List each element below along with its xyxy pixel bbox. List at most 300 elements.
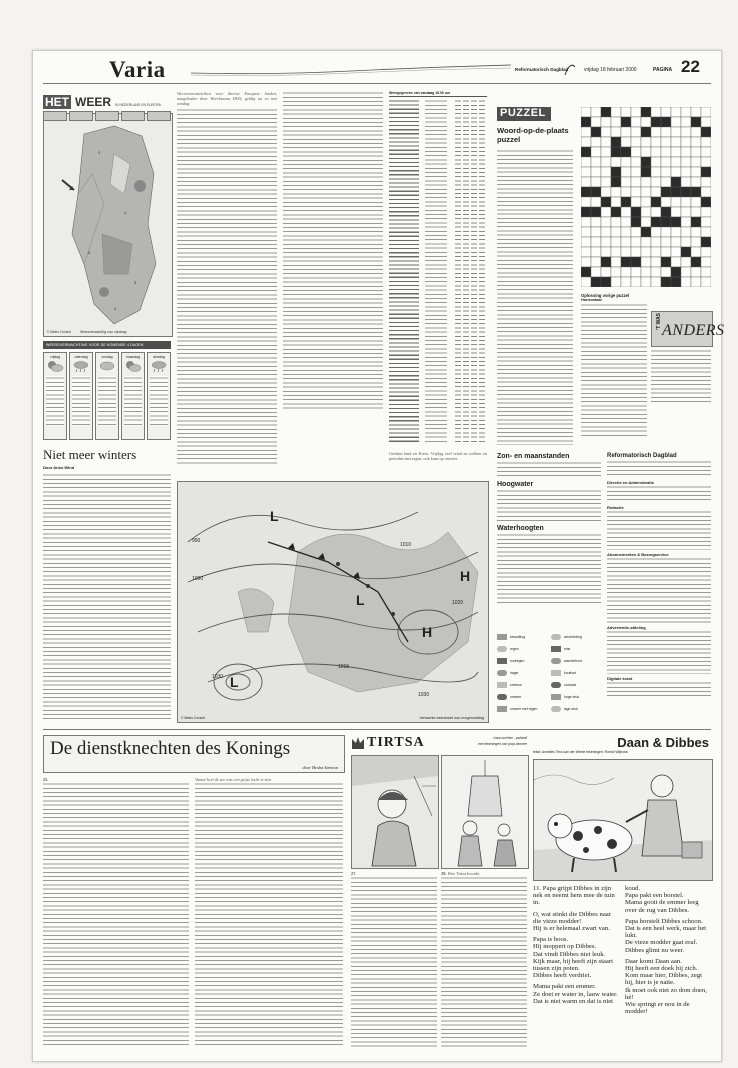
crown-icon — [351, 735, 365, 751]
crossword-cell — [631, 107, 641, 117]
sun-moon-title: Zon- en maanstanden — [497, 453, 570, 460]
verse-line: Dat vindt Dibbes niet leuk. — [533, 950, 606, 958]
feuilleton-header — [43, 735, 345, 773]
legend-item — [551, 679, 601, 691]
legend-symbol-icon — [551, 682, 561, 688]
crossword-cell — [621, 137, 631, 147]
crossword-cell — [631, 237, 641, 247]
crossword-cell — [591, 207, 601, 217]
crossword-cell — [581, 207, 591, 217]
crossword-cell — [661, 177, 671, 187]
crossword-cell — [641, 187, 651, 197]
crossword-cell — [701, 257, 711, 267]
crossword-cell — [631, 127, 641, 137]
crossword-cell — [621, 197, 631, 207]
crossword-cell — [581, 137, 591, 147]
crossword-cell — [581, 257, 591, 267]
legend-symbol-icon — [497, 658, 507, 664]
crossword-cell — [621, 187, 631, 197]
verse-line: 11. Papa grijpt Dibbes in zijn nek en neemt hem mee de tuin in. — [533, 885, 615, 907]
crossword-cell — [651, 107, 661, 117]
crossword-cell — [581, 277, 591, 287]
feuilleton-title: De dienstknechten des Konings — [50, 738, 291, 759]
crossword-cell — [661, 147, 671, 157]
tirtsa-panel-28 — [441, 755, 529, 869]
crossword-cell — [621, 257, 631, 267]
crossword-cell — [671, 257, 681, 267]
crossword-cell — [641, 267, 651, 277]
cloud-rain-icon — [72, 359, 90, 373]
hoogwater-title: Hoogwater — [497, 481, 534, 488]
crossword-cell — [601, 207, 611, 217]
crossword-cell — [691, 217, 701, 227]
crossword-cell — [701, 157, 711, 167]
crossword-cell — [621, 157, 631, 167]
crossword-cell — [691, 127, 701, 137]
crossword-cell — [581, 177, 591, 187]
crossword-cell — [671, 187, 681, 197]
legend-symbol-icon — [551, 658, 561, 664]
isobar-label: 1030 — [418, 692, 430, 698]
svg-text:5: 5 — [88, 250, 91, 255]
legend-symbol-icon — [497, 670, 507, 676]
crossword-cell — [701, 187, 711, 197]
crossword-cell — [611, 137, 621, 147]
forecast-day — [121, 352, 145, 440]
crossword-cell — [651, 147, 661, 157]
crossword-cell — [701, 217, 711, 227]
tirtsa-panel-27 — [351, 755, 439, 869]
crossword-cell — [611, 177, 621, 187]
crossword-cell — [701, 247, 711, 257]
daan-dog-washing-graphic — [534, 760, 712, 880]
verse-line: Hij heeft een doek bij zich. — [625, 965, 698, 973]
verse-line: Dibbes heeft verdriet. — [533, 972, 592, 980]
verse-line: Papa borstelt Dibbes schoon. — [625, 917, 703, 925]
crossword-cell — [611, 247, 621, 257]
crossword-cell — [581, 227, 591, 237]
verse-line: Hij is er helemaal zwart van. — [533, 925, 610, 933]
weather-article-byline: Door Anko Wind — [43, 465, 75, 470]
crossword-cell — [611, 117, 621, 127]
crossword-cell — [601, 127, 611, 137]
cloud-icon — [98, 359, 116, 373]
crossword-cell — [701, 177, 711, 187]
brand-sub: IN NEDERLAND EN EUROPA — [115, 103, 161, 107]
crossword-cell — [651, 197, 661, 207]
legend-item — [551, 691, 601, 703]
legend-symbol-icon — [551, 670, 561, 676]
legend-label: bewolking — [510, 635, 526, 639]
verse-line: Mama pakt een emmer. — [533, 983, 596, 991]
crossword-cell — [651, 237, 661, 247]
anders-box — [651, 311, 725, 347]
puzzle-title: Woord-op-de-plaats puzzel — [497, 126, 569, 144]
legend-label: lage druk — [564, 707, 578, 711]
waterhoogten-title: Waterhoogten — [497, 525, 544, 532]
section-title: Varia — [109, 57, 166, 82]
crossword-cell — [621, 147, 631, 157]
crossword-cell — [641, 147, 651, 157]
crossword-cell — [691, 257, 701, 267]
solution-sub: Horizontaal — [581, 298, 602, 302]
europe-map-credit: © Meteo Consult — [181, 716, 205, 720]
sun-moon-panel — [497, 453, 601, 625]
crossword-cell — [691, 267, 701, 277]
colophon-redactie: Redactie — [607, 505, 624, 510]
crossword-cell — [641, 117, 651, 127]
crossword-cell — [691, 227, 701, 237]
page-label: PAGINA — [653, 67, 673, 73]
crossword-cell — [691, 167, 701, 177]
crossword-cell — [701, 127, 711, 137]
legend-label: windrichting — [564, 635, 582, 639]
masthead — [43, 57, 711, 85]
tirtsa-illustration-28 — [442, 756, 528, 868]
legend-label: hoge druk — [564, 695, 580, 699]
crossword-cell — [671, 237, 681, 247]
puzzle-banner — [497, 107, 551, 121]
crossword-cell — [641, 237, 651, 247]
crossword-cell — [611, 127, 621, 137]
crossword-cell — [581, 157, 591, 167]
cloud-sun-icon — [46, 359, 64, 373]
isobar-label: 1010 — [400, 542, 412, 548]
legend-label: warmtefront — [564, 659, 582, 663]
crossword-cell — [661, 277, 671, 287]
crossword-cell — [611, 207, 621, 217]
europe-map-caption: Verwachte weerskaart voor morgenmiddag — [419, 716, 484, 720]
crossword-cell — [701, 227, 711, 237]
crossword-cell — [591, 217, 601, 227]
crossword-cell — [631, 147, 641, 157]
crossword-cell — [651, 217, 661, 227]
colophon-directie: Directie en Administratie — [607, 480, 654, 485]
crossword-cell — [671, 197, 681, 207]
crossword-cell — [681, 277, 691, 287]
greece-outlook — [389, 451, 487, 475]
daan-title: Daan & Dibbes — [617, 735, 709, 750]
crossword-cell — [651, 177, 661, 187]
forecast-day — [43, 352, 67, 440]
crossword-cell — [691, 187, 701, 197]
crossword-cell — [591, 117, 601, 127]
crossword-cell — [681, 147, 691, 157]
crossword-cell — [671, 177, 681, 187]
crossword-cell — [651, 267, 661, 277]
page-number: 22 — [681, 57, 700, 76]
legend-label: mist — [564, 647, 571, 651]
weather-legend — [497, 631, 601, 723]
forecast-day — [147, 352, 171, 440]
crossword-cell — [591, 147, 601, 157]
forecast-panel — [43, 341, 171, 441]
crossword-cell — [661, 167, 671, 177]
legend-label: sneeuw — [510, 683, 522, 687]
tirtsa-panel-28-number: 28. — [441, 871, 447, 876]
masthead-date: vrijdag 18 februari 2000 — [584, 67, 637, 73]
forecast-day — [69, 352, 93, 440]
crossword-cell — [631, 177, 641, 187]
daan-verse-left — [533, 885, 619, 1051]
verse-line: Papa is boos. — [533, 936, 569, 944]
anders-title: ANDERS — [662, 322, 725, 339]
verse-line: koud. — [625, 885, 641, 892]
outlook-lead: Weersvooruitzichten voor diverse Europese landen, aangeboden door Weerbureau HWS, geldig tot en met zondag: — [177, 91, 277, 107]
puzzle-solution — [581, 293, 647, 443]
brand-weer: WEER — [75, 95, 111, 109]
crossword-cell — [671, 247, 681, 257]
isobar-label: 1000 — [192, 576, 204, 582]
crossword-cell — [701, 117, 711, 127]
newspaper-page — [32, 50, 725, 1062]
crossword-cell — [681, 107, 691, 117]
puzzle-instructions — [497, 149, 573, 445]
verse-line: Daar komt Daan aan. — [625, 957, 682, 965]
crossword-cell — [671, 117, 681, 127]
forecast-day-label: vrijdag — [50, 355, 60, 359]
crossword-cell — [691, 137, 701, 147]
crossword-cell — [621, 117, 631, 127]
colophon-title: Reformatorisch Dagblad — [607, 453, 677, 459]
crossword-cell — [611, 217, 621, 227]
legend-item — [551, 631, 601, 643]
weather-table — [389, 91, 487, 447]
crossword-cell — [651, 277, 661, 287]
crossword-cell — [631, 267, 641, 277]
crossword-cell — [671, 147, 681, 157]
daan-credits: tekst: Annelies Tera-van der Weele tekeningen: Roelof Wijtsma — [533, 750, 628, 754]
colophon-advertentie: Advertentie-afdeling — [607, 625, 646, 630]
crossword-cell — [681, 177, 691, 187]
crossword-cell — [591, 187, 601, 197]
legend-item — [497, 679, 549, 691]
legend-symbol-icon — [551, 706, 561, 712]
crossword-cell — [581, 217, 591, 227]
crossword-cell — [581, 147, 591, 157]
verse-line: Dat is een heel werk, maar het lukt. — [625, 925, 707, 940]
paper-name: Reformatorisch Dagblad — [515, 67, 569, 72]
europe-pressure-map — [177, 481, 489, 723]
high-pressure-mark: H — [460, 568, 471, 584]
crossword-cell — [641, 247, 651, 257]
crossword-cell — [621, 217, 631, 227]
isobar-label: 990 — [192, 538, 201, 544]
colophon-abonnementen: Abonnementen & Bezorgservice — [607, 552, 669, 557]
crossword-cell — [681, 207, 691, 217]
netherlands-map — [43, 113, 173, 337]
crossword-cell — [651, 157, 661, 167]
crossword-cell — [621, 167, 631, 177]
crossword-cell — [601, 217, 611, 227]
crossword-cell — [591, 167, 601, 177]
masthead-rule — [43, 83, 711, 84]
crossword-cell — [601, 197, 611, 207]
verse-line: Dibbes glimt nu weer. — [625, 946, 685, 954]
crossword-cell — [631, 247, 641, 257]
crossword-cell — [671, 107, 681, 117]
crossword-cell — [641, 257, 651, 267]
legend-item — [551, 655, 601, 667]
crossword-grid — [581, 107, 711, 287]
legend-symbol-icon — [497, 682, 507, 688]
crossword-cell — [621, 107, 631, 117]
crossword-cell — [611, 147, 621, 157]
crossword-cell — [671, 277, 681, 287]
tirtsa-panel-27-number: 27. — [351, 871, 357, 876]
verse-line: Kijk maar, hij heeft zijn staart tussen zijn poten. — [533, 957, 613, 973]
pressure-map-graphic — [178, 482, 488, 722]
crossword-cell — [601, 117, 611, 127]
crossword-cell — [611, 227, 621, 237]
crossword-cell — [591, 137, 601, 147]
crossword-cell — [631, 257, 641, 267]
daan-verse-right — [625, 885, 711, 1051]
crossword-cell — [581, 267, 591, 277]
crossword-cell — [591, 237, 601, 247]
crossword-cell — [581, 107, 591, 117]
crossword-cell — [681, 257, 691, 267]
feuilleton-closing: Vanuit heel de zee was een grijze lucht te zien — [195, 777, 272, 782]
crossword-cell — [611, 257, 621, 267]
crossword-cell — [701, 197, 711, 207]
crossword-cell — [601, 277, 611, 287]
crossword-cell — [661, 207, 671, 217]
crossword-cell — [581, 167, 591, 177]
crossword-cell — [661, 127, 671, 137]
legend-item — [497, 667, 549, 679]
crossword-cell — [641, 137, 651, 147]
crossword-cell — [621, 247, 631, 257]
crossword-cell — [601, 107, 611, 117]
legend-label: occlusie — [564, 683, 577, 687]
europe-outlook-column — [177, 91, 277, 463]
tirtsa-credits-story: clara ouchter - polstraf — [493, 736, 527, 740]
crossword-cell — [631, 217, 641, 227]
isobar-label: 1020 — [452, 600, 464, 606]
crossword-cell — [631, 167, 641, 177]
crossword-cell — [661, 187, 671, 197]
crossword-cell — [651, 207, 661, 217]
crossword-cell — [631, 277, 641, 287]
crossword-cell — [631, 117, 641, 127]
forecast-day-label: zondag — [101, 355, 113, 359]
crossword-cell — [631, 157, 641, 167]
crossword-cell — [681, 157, 691, 167]
crossword-cell — [651, 257, 661, 267]
crossword-cell — [681, 247, 691, 257]
crossword-cell — [681, 187, 691, 197]
crossword-cell — [581, 187, 591, 197]
colophon-digitale: Digitale krant — [607, 676, 633, 681]
crossword-cell — [661, 247, 671, 257]
colophon — [607, 453, 711, 723]
crossword-cell — [621, 277, 631, 287]
daan-header — [533, 735, 711, 757]
weather-article-body — [43, 473, 171, 721]
tirtsa-header — [351, 735, 527, 751]
crossword-cell — [641, 277, 651, 287]
legend-symbol-icon — [551, 646, 561, 652]
legend-item — [551, 703, 601, 715]
verse-line: Ik moet ook niet zo dom doen, hè! — [625, 986, 707, 1001]
crossword-cell — [661, 267, 671, 277]
anders-text — [651, 349, 711, 405]
crossword-cell — [611, 267, 621, 277]
crossword-cell — [591, 277, 601, 287]
crossword-cell — [611, 277, 621, 287]
isobar-label: 1030 — [212, 674, 224, 680]
puzzle-banner-text: PUZZEL — [500, 107, 546, 119]
crossword-cell — [661, 197, 671, 207]
crossword-cell — [591, 227, 601, 237]
forecast-day-label: maandag — [125, 355, 141, 359]
crossword-cell — [661, 137, 671, 147]
europe-outlook-column-2 — [283, 91, 383, 463]
feuilleton-col-1 — [43, 777, 189, 1051]
low-pressure-mark: L — [230, 674, 239, 690]
crossword-cell — [631, 137, 641, 147]
crossword-cell — [591, 197, 601, 207]
crossword-cell — [621, 267, 631, 277]
verse-line: O, wat stinkt die Dibbes naar die vieze modder! — [533, 910, 612, 925]
crossword-cell — [681, 227, 691, 237]
crossword-cell — [611, 197, 621, 207]
weather-table-title: Weergegevens van vandaag 18.00 uur — [389, 91, 487, 97]
low-pressure-mark: L — [270, 508, 279, 524]
svg-text:4: 4 — [114, 306, 117, 311]
verse-line: Papa pakt een borstel. — [625, 892, 684, 900]
crossword-cell — [691, 207, 701, 217]
forecast-header: WEERSVERWACHTING VOOR DE KOMENDE 4 DAGEN — [43, 341, 171, 349]
legend-item — [497, 655, 549, 667]
crossword-cell — [601, 237, 611, 247]
crossword-cell — [631, 227, 641, 237]
crossword-cell — [601, 187, 611, 197]
crossword-cell — [701, 237, 711, 247]
legend-symbol-icon — [497, 706, 507, 712]
crossword-cell — [611, 167, 621, 177]
chapter-number: 25. — [43, 777, 49, 782]
verse-line: Dat is niet warm en dat is niet — [533, 997, 614, 1005]
weather-article-title: Niet meer winters — [43, 447, 137, 462]
legend-item — [551, 667, 601, 679]
greece-outlook-text: Grieken land en Kreta: Vrijdag veel wind en wolken en perioden met regen, ook kans op onweer. — [389, 451, 487, 462]
crossword-graphic — [581, 107, 711, 287]
crossword-cell — [681, 217, 691, 227]
crossword-cell — [631, 187, 641, 197]
crossword-cell — [701, 167, 711, 177]
crossword-cell — [691, 237, 701, 247]
crossword-cell — [591, 157, 601, 167]
low-pressure-mark: L — [356, 592, 365, 608]
crossword-cell — [661, 117, 671, 127]
crossword-cell — [681, 237, 691, 247]
crossword-cell — [701, 107, 711, 117]
crossword-cell — [671, 127, 681, 137]
crossword-cell — [641, 217, 651, 227]
crossword-cell — [701, 147, 711, 157]
crossword-cell — [651, 127, 661, 137]
crossword-cell — [641, 177, 651, 187]
crossword-cell — [621, 207, 631, 217]
legend-label: motregen — [510, 659, 525, 663]
crossword-cell — [611, 157, 621, 167]
crossword-cell — [641, 107, 651, 117]
paper-logo-swirl — [563, 59, 577, 77]
crossword-cell — [611, 187, 621, 197]
legend-item — [497, 643, 549, 655]
